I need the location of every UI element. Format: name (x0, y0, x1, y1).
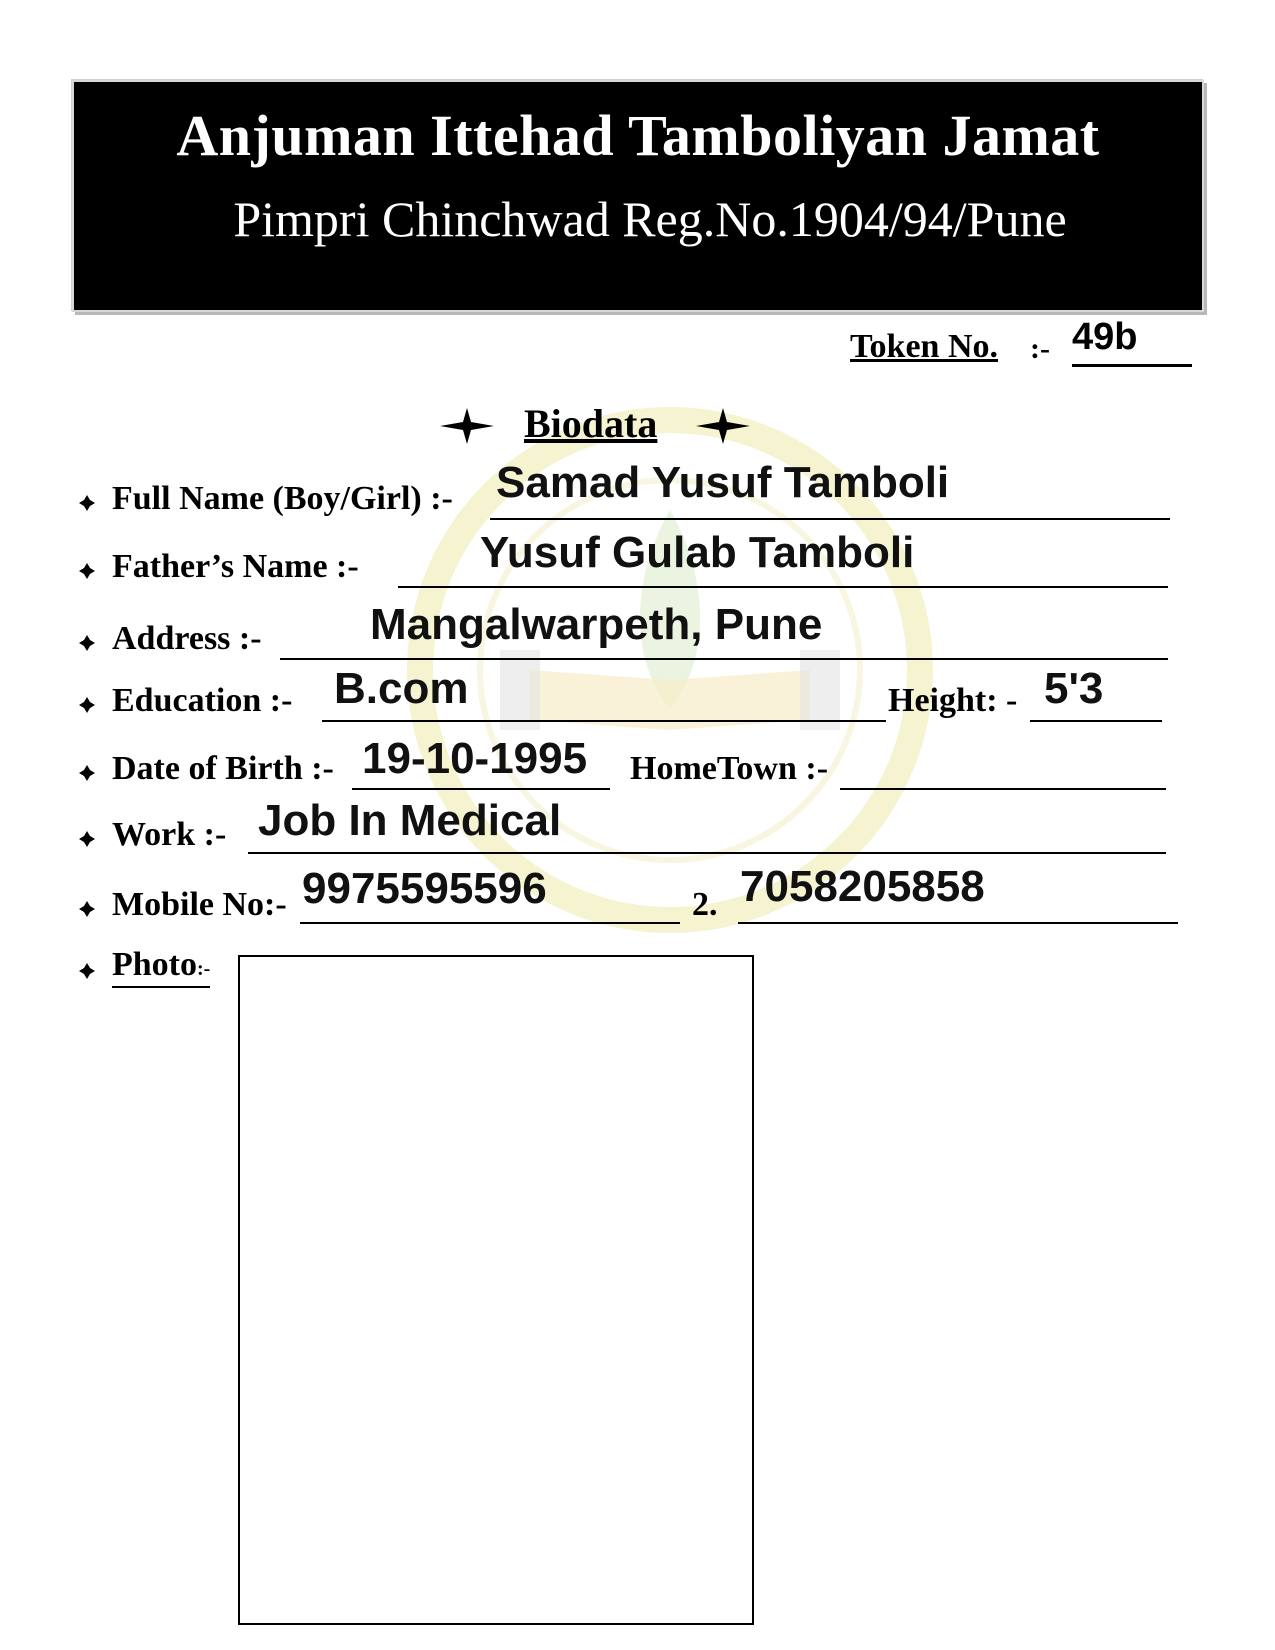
biodata-title: Biodata (524, 401, 658, 446)
organization-subtitle: Pimpri Chinchwad Reg.No.1904/94/Pune (233, 191, 1067, 247)
bullet-icon (78, 562, 96, 580)
token-label: Token No. (850, 328, 999, 365)
star-icon (440, 408, 494, 444)
height-value[interactable]: 5'3 (1044, 664, 1104, 713)
star-icon (696, 408, 750, 444)
header-banner (72, 80, 1204, 312)
bullet-icon (78, 962, 96, 980)
bullet-icon (78, 900, 96, 918)
full-name-value[interactable]: Samad Yusuf Tamboli (496, 458, 950, 507)
hometown-line (840, 788, 1166, 790)
bullet-icon (78, 830, 96, 848)
dob-value[interactable]: 19-10-1995 (362, 734, 588, 783)
mobile2-value[interactable]: 7058205858 (740, 862, 985, 911)
father-name-label: Father’s Name :- (112, 548, 359, 585)
address-line (280, 658, 1168, 660)
token-value[interactable]: 49b (1072, 316, 1192, 367)
address-label: Address :- (112, 620, 262, 657)
education-line (322, 720, 886, 722)
photo-label (112, 946, 210, 988)
full-name-line (490, 518, 1170, 520)
bullet-icon (78, 634, 96, 652)
height-line (1030, 720, 1162, 722)
height-label: Height: - (888, 682, 1018, 719)
mobile-label: Mobile No:- (112, 886, 287, 923)
work-line (248, 852, 1166, 854)
address-value[interactable]: Mangalwarpeth, Pune (370, 600, 823, 649)
dob-label: Date of Birth :- (112, 750, 334, 787)
education-label: Education :- (112, 682, 293, 719)
organization-title: Anjuman Ittehad Tamboliyan Jamat (176, 103, 1100, 168)
biodata-heading (440, 400, 780, 452)
mobile2-line (738, 922, 1178, 924)
mobile-line (300, 922, 680, 924)
father-name-line (398, 586, 1168, 588)
full-name-label: Full Name (Boy/Girl) :- (112, 480, 453, 517)
hometown-label: HomeTown :- (630, 750, 829, 787)
father-name-value[interactable]: Yusuf Gulab Tamboli (480, 528, 915, 577)
work-label: Work :- (112, 816, 227, 853)
bullet-icon (78, 696, 96, 714)
work-value[interactable]: Job In Medical (258, 796, 562, 845)
education-value[interactable]: B.com (334, 664, 469, 713)
photo-box[interactable] (238, 955, 754, 1625)
bullet-icon (78, 494, 96, 512)
dob-line (352, 788, 610, 790)
mobile-value[interactable]: 9975595596 (302, 864, 547, 913)
token-separator: :- (1030, 332, 1050, 365)
mobile2-label: 2. (692, 886, 718, 923)
photo-label-text: Photo (112, 946, 197, 983)
bullet-icon (78, 764, 96, 782)
photo-label-suffix: :- (197, 958, 211, 980)
